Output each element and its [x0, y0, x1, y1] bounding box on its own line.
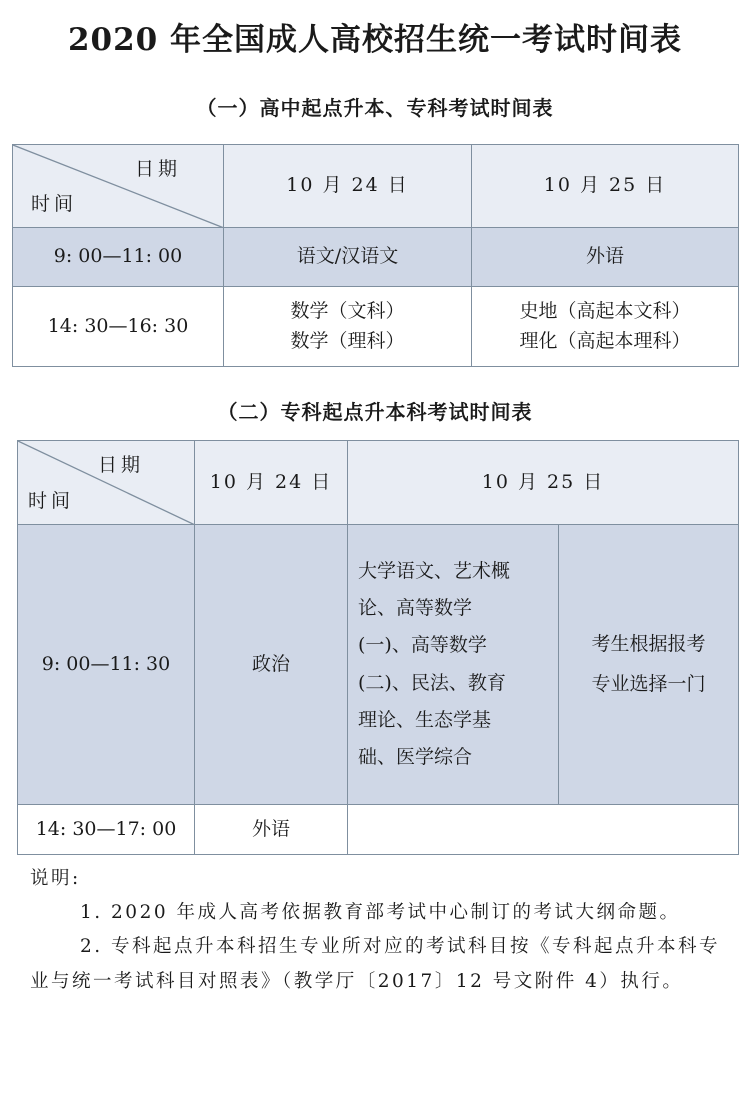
subject-line: 础、医学综合	[358, 745, 473, 768]
corner-cell	[13, 145, 224, 228]
table-row	[13, 287, 739, 367]
subject-line: 大学语文、艺术概	[358, 560, 511, 583]
corner-time-label: 时间	[31, 192, 78, 215]
subject-line: (一)、高等数学	[358, 634, 487, 657]
time-cell: 9: 00—11: 30	[18, 525, 195, 805]
notes	[30, 862, 730, 999]
subject-line: (二)、民法、教育	[358, 671, 506, 694]
subject-line: 数学（理科）	[290, 329, 405, 352]
subject-cell	[472, 287, 739, 367]
note-item: 1. 2020 年成人高考依据教育部考试中心制订的考试大纲命题。	[80, 902, 681, 924]
subject-line: 理论、生态学基	[358, 708, 492, 731]
subject-line: 史地（高起本文科）	[519, 300, 691, 323]
note-item: 2. 专科起点升本科招生专业所对应的考试科目按《专科起点升本科专业与统一考试科目对照表》（教学厅〔2017〕12 号文附件 4）执行。	[30, 936, 721, 992]
time-cell: 14: 30—17: 00	[18, 805, 195, 855]
time-cell: 9: 00—11: 00	[13, 228, 224, 287]
subject-line: 数学（文科）	[290, 300, 405, 323]
corner-date-label: 日期	[97, 454, 144, 476]
table-row	[18, 805, 739, 855]
exam-table-2	[17, 440, 739, 855]
subject-cell	[559, 525, 739, 805]
corner-date-label: 日期	[134, 158, 181, 180]
exam-table-1	[12, 144, 739, 367]
subject-cell: 语文/汉语文	[224, 228, 472, 287]
section2-heading: （二）专科起点升本科考试时间表	[217, 400, 533, 424]
date-header: 10 月 24 日	[224, 145, 472, 228]
subject-cell: 政治	[195, 525, 348, 805]
date-header: 10 月 25 日	[348, 441, 739, 525]
subject-cell	[224, 287, 472, 367]
corner-time-label: 时间	[28, 489, 75, 512]
date-header: 10 月 24 日	[195, 441, 348, 525]
subject-line: 论、高等数学	[358, 597, 473, 620]
subject-cell: 外语	[195, 805, 348, 855]
table-row	[13, 228, 739, 287]
table-row	[18, 525, 739, 805]
subject-cell: 外语	[472, 228, 739, 287]
subject-line: 考生根据报考	[591, 632, 706, 655]
page-title: 2020 年全国成人高校招生统一考试时间表	[67, 22, 683, 58]
time-cell: 14: 30—16: 30	[13, 287, 224, 367]
subject-cell	[348, 525, 559, 805]
subject-line: 专业选择一门	[591, 672, 706, 695]
corner-cell	[18, 441, 195, 525]
subject-cell	[348, 805, 739, 855]
section1-heading: （一）高中起点升本、专科考试时间表	[196, 96, 554, 120]
date-header: 10 月 25 日	[472, 145, 739, 228]
notes-heading: 说明:	[30, 868, 81, 889]
subject-line: 理化（高起本理科）	[519, 329, 691, 352]
